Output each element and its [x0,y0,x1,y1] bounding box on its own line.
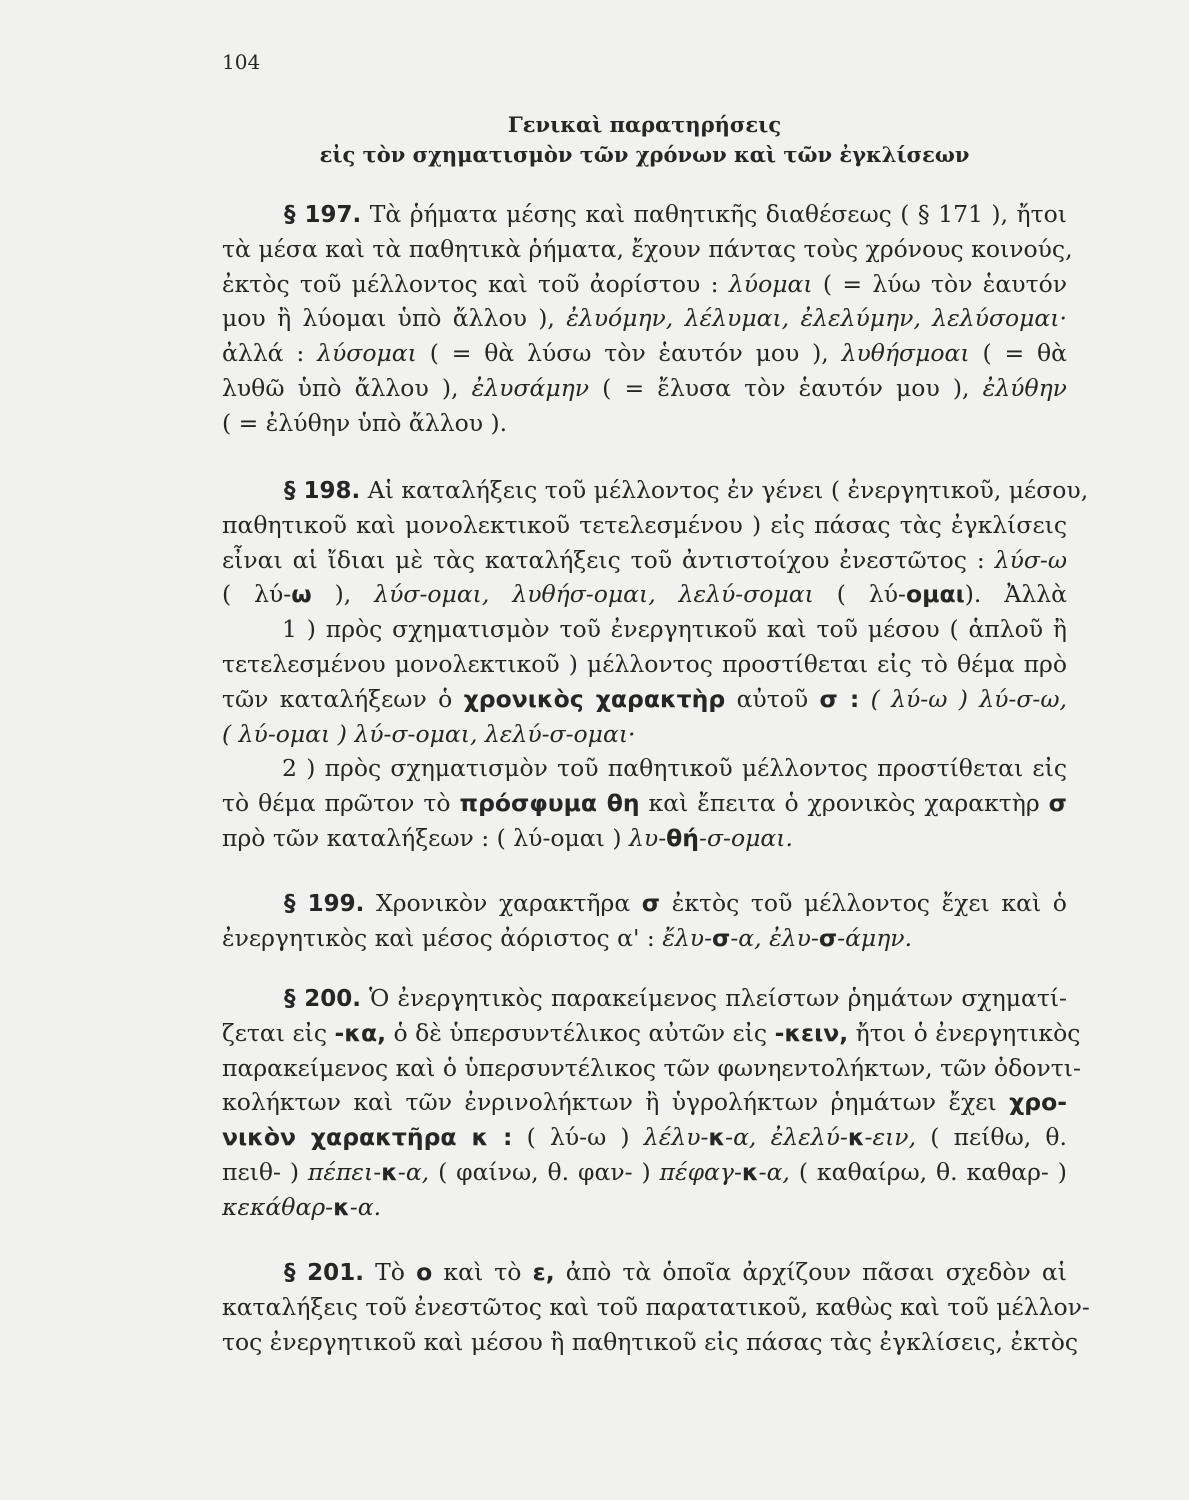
page-title: Γενικαὶ παρατηρήσεις [507,112,782,137]
page-number: 104 [222,50,261,74]
text-line: κολήκτων καὶ τῶν ἐνρινολήκτων ἢ ὑγρολήκτων ῥημάτων ἔχει χρο- [222,1088,1067,1117]
text-line: τὰ μέσα καὶ τὰ παθητικὰ ῥήματα, ἔχουν πάντας τοὺς χρόνους κοινούς, [222,234,1073,263]
text-line: καταλήξεις τοῦ ἐνεστῶτος καὶ τοῦ παρατατικοῦ, καθὼς καὶ τοῦ μέλλον- [222,1292,1090,1321]
text-line: § 198. Αἱ καταλήξεις τοῦ μέλλοντος ἐν γένει ( ἐνεργητικοῦ, μέσου, [284,476,1089,504]
section-mark: § 198. [284,478,361,504]
text-line: μου ἢ λύομαι ὑπὸ ἄλλου ), ἐλυόμην, λέλυμαι, ἐλελύμην, λελύσομαι· [222,304,1067,333]
text-line: τετελεσμένου μονολεκτικοῦ ) μέλλοντος προστίθεται εἰς τὸ θέμα πρὸ [222,649,1067,678]
text-line: πειθ- ) πέπει-κ-α, ( φαίνω, θ. φαν- ) πέφαγ-κ-α, ( καθαίρω, θ. καθαρ- ) [222,1157,1067,1186]
section-mark: § 201. [284,1260,364,1286]
text-line: παθητικοῦ καὶ μονολεκτικοῦ τετελεσμένου ) εἰς πάσας τὰς ἐγκλίσεις [222,510,1067,539]
text-line: ( = ἐλύθην ὑπὸ ἄλλου ). [222,408,508,437]
text-line: § 199. Χρονικὸν χαρακτῆρα σ ἐκτὸς τοῦ μέλλοντος ἔχει καὶ ὁ [284,889,1067,917]
text-line: ἐνεργητικὸς καὶ μέσος ἀόριστος α' : ἔλυ-σ-α, ἐλυ-σ-άμην. [222,923,913,952]
text-line: παρακείμενος καὶ ὁ ὑπερσυντέλικος τῶν φωνηεντολήκτων, τῶν ὀδοντι- [222,1053,1081,1082]
section-200 [222,981,1081,1225]
text-line: πρὸ τῶν καταλήξεων : ( λύ-ομαι ) λυ-θή-σ-ομαι. [222,823,793,852]
section-201 [222,1255,1090,1359]
section-199 [222,886,1067,956]
text-line: § 201. Τὸ ο καὶ τὸ ε, ἀπὸ τὰ ὁποῖα ἀρχίζουν πᾶσαι σχεδὸν αἱ [284,1258,1067,1286]
text-line: § 200. Ὁ ἐνεργητικὸς παρακείμενος πλείστων ῥημάτων σχηματί- [284,984,1067,1012]
page-subtitle: εἰς τὸν σχηματισμὸν τῶν χρόνων καὶ τῶν ἐγκλίσεων [319,142,970,167]
section-198 [222,473,1089,856]
section-mark: § 200. [284,986,361,1012]
text-line: ἀλλά : λύσομαι ( = θὰ λύσω τὸν ἑαυτόν μου ), λυθήσμοαι ( = θὰ [222,339,1067,368]
text-line: νικὸν χαρακτῆρα κ : ( λύ-ω ) λέλυ-κ-α, ἐλελύ-κ-ειν, ( πείθω, θ. [222,1123,1068,1152]
text-line: ζεται εἰς -κα, ὁ δὲ ὑπερσυντέλικος αὐτῶν εἰς -κειν, ἤτοι ὁ ἐνεργητικὸς [222,1018,1081,1047]
text-line: τῶν καταλήξεων ὁ χρονικὸς χαρακτὴρ αὐτοῦ σ : ( λύ-ω ) λύ-σ-ω, [222,684,1067,713]
text-line: 2 ) πρὸς σχηματισμὸν τοῦ παθητικοῦ μέλλοντος προστίθεται εἰς [282,754,1067,783]
text-line: 1 ) πρὸς σχηματισμὸν τοῦ ἐνεργητικοῦ καὶ τοῦ μέσου ( ἁπλοῦ ἢ [282,615,1067,644]
section-mark: § 199. [284,891,365,917]
text-line: τὸ θέμα πρῶτον τὸ πρόσφυμα θη καὶ ἔπειτα ὁ χρονικὸς χαρακτὴρ σ [222,789,1067,818]
text-line: ἐκτὸς τοῦ μέλλοντος καὶ τοῦ ἀορίστου : λύομαι ( = λύω τὸν ἑαυτόν [222,269,1067,298]
text-line: λυθῶ ὑπὸ ἄλλου ), ἐλυσάμην ( = ἔλυσα τὸν ἑαυτόν μου ), ἐλύθην [222,373,1067,402]
text-line: ( λύ-ω ), λύσ-ομαι, λυθήσ-ομαι, λελύ-σομαι ( λύ-ομαι). Ἀλλὰ [222,580,1067,609]
section-197 [222,197,1073,441]
text-line: τος ἐνεργητικοῦ καὶ μέσου ἢ παθητικοῦ εἰς πάσας τὰς ἐγκλίσεις, ἐκτὸς [222,1327,1079,1356]
section-mark: § 197. [284,202,362,228]
text-line: § 197. Τὰ ῥήματα μέσης καὶ παθητικῆς διαθέσεως ( § 171 ), ἤτοι [284,200,1067,228]
text-line: ( λύ-ομαι ) λύ-σ-ομαι, λελύ-σ-ομαι· [222,719,636,748]
text-line: εἶναι αἱ ἴδιαι μὲ τὰς καταλήξεις τοῦ ἀντιστοίχου ἐνεστῶτος : λύσ-ω [222,545,1067,574]
text-line: κεκάθαρ-κ-α. [222,1192,382,1221]
